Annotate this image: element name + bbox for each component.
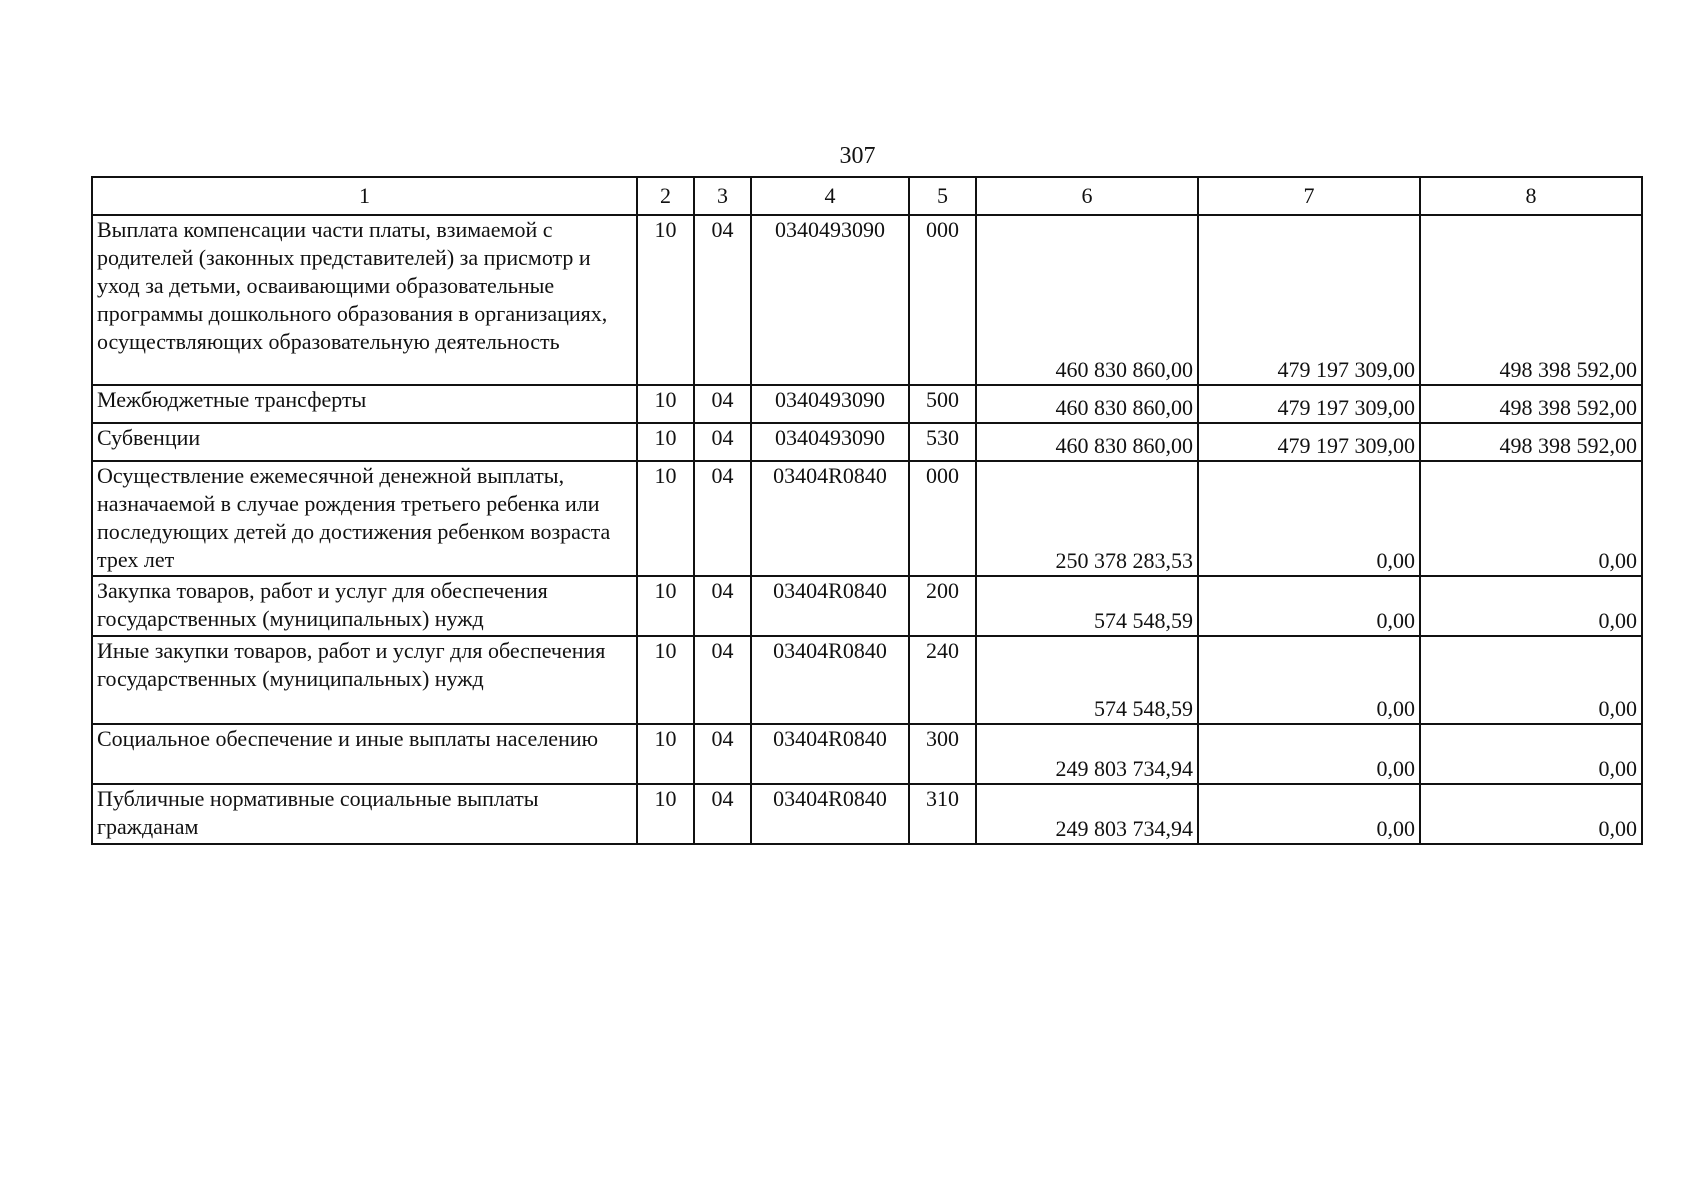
column-header: 8 (1420, 177, 1642, 215)
column-header: 4 (751, 177, 909, 215)
expense-type-code: 500 (909, 385, 976, 423)
column-header: 7 (1198, 177, 1420, 215)
table-row (92, 385, 1642, 423)
amount-year-3: 0,00 (1420, 724, 1642, 784)
amount-year-1: 574 548,59 (976, 636, 1198, 724)
expense-type-code: 200 (909, 576, 976, 636)
amount-year-3: 0,00 (1420, 636, 1642, 724)
target-article-code: 03404R0840 (751, 461, 909, 576)
table-row (92, 784, 1642, 844)
amount-year-3: 0,00 (1420, 576, 1642, 636)
page-number: 307 (839, 143, 876, 169)
amount-year-1: 460 830 860,00 (976, 215, 1198, 385)
target-article-code: 03404R0840 (751, 636, 909, 724)
amount-year-3: 0,00 (1420, 784, 1642, 844)
row-name: Субвенции (92, 423, 637, 461)
table-row (92, 576, 1642, 636)
row-name: Иные закупки товаров, работ и услуг для обеспечения государственных (муниципальных) нужд (92, 636, 637, 724)
amount-year-2: 0,00 (1198, 784, 1420, 844)
amount-year-3: 498 398 592,00 (1420, 215, 1642, 385)
table-row (92, 423, 1642, 461)
table-header-row (92, 177, 1642, 215)
amount-year-1: 574 548,59 (976, 576, 1198, 636)
subsection-code: 04 (694, 215, 751, 385)
subsection-code: 04 (694, 724, 751, 784)
target-article-code: 03404R0840 (751, 576, 909, 636)
amount-year-2: 0,00 (1198, 636, 1420, 724)
target-article-code: 0340493090 (751, 215, 909, 385)
expense-type-code: 300 (909, 724, 976, 784)
table-row (92, 215, 1642, 385)
target-article-code: 0340493090 (751, 385, 909, 423)
row-name: Осуществление ежемесячной денежной выплаты, назначаемой в случае рождения третьего ребенка или последующих детей до достижения ребенком возраста трех лет (92, 461, 637, 576)
amount-year-2: 0,00 (1198, 576, 1420, 636)
section-code: 10 (637, 423, 694, 461)
column-header: 6 (976, 177, 1198, 215)
row-name: Закупка товаров, работ и услуг для обеспечения государственных (муниципальных) нужд (92, 576, 637, 636)
budget-table (91, 176, 1643, 845)
amount-year-1: 249 803 734,94 (976, 724, 1198, 784)
amount-year-3: 498 398 592,00 (1420, 423, 1642, 461)
amount-year-2: 0,00 (1198, 461, 1420, 576)
section-code: 10 (637, 215, 694, 385)
section-code: 10 (637, 784, 694, 844)
row-name: Выплата компенсации части платы, взимаемой с родителей (законных представителей) за присмотр и уход за детьми, осваивающими образовательные программы дошкольного образования в организациях, осуществляющих образовательную деятельность (92, 215, 637, 385)
amount-year-3: 0,00 (1420, 461, 1642, 576)
section-code: 10 (637, 385, 694, 423)
expense-type-code: 240 (909, 636, 976, 724)
section-code: 10 (637, 576, 694, 636)
amount-year-1: 460 830 860,00 (976, 423, 1198, 461)
row-name: Межбюджетные трансферты (92, 385, 637, 423)
subsection-code: 04 (694, 576, 751, 636)
table-row (92, 461, 1642, 576)
amount-year-1: 249 803 734,94 (976, 784, 1198, 844)
expense-type-code: 310 (909, 784, 976, 844)
target-article-code: 03404R0840 (751, 724, 909, 784)
column-header: 5 (909, 177, 976, 215)
subsection-code: 04 (694, 423, 751, 461)
amount-year-1: 460 830 860,00 (976, 385, 1198, 423)
column-header: 2 (637, 177, 694, 215)
amount-year-2: 479 197 309,00 (1198, 385, 1420, 423)
subsection-code: 04 (694, 385, 751, 423)
target-article-code: 0340493090 (751, 423, 909, 461)
amount-year-2: 479 197 309,00 (1198, 215, 1420, 385)
table-row (92, 724, 1642, 784)
subsection-code: 04 (694, 461, 751, 576)
column-header: 1 (92, 177, 637, 215)
table-row (92, 636, 1642, 724)
target-article-code: 03404R0840 (751, 784, 909, 844)
amount-year-1: 250 378 283,53 (976, 461, 1198, 576)
section-code: 10 (637, 724, 694, 784)
section-code: 10 (637, 461, 694, 576)
subsection-code: 04 (694, 784, 751, 844)
row-name: Публичные нормативные социальные выплаты гражданам (92, 784, 637, 844)
section-code: 10 (637, 636, 694, 724)
amount-year-2: 0,00 (1198, 724, 1420, 784)
amount-year-2: 479 197 309,00 (1198, 423, 1420, 461)
row-name: Социальное обеспечение и иные выплаты населению (92, 724, 637, 784)
amount-year-3: 498 398 592,00 (1420, 385, 1642, 423)
expense-type-code: 530 (909, 423, 976, 461)
expense-type-code: 000 (909, 461, 976, 576)
expense-type-code: 000 (909, 215, 976, 385)
subsection-code: 04 (694, 636, 751, 724)
column-header: 3 (694, 177, 751, 215)
